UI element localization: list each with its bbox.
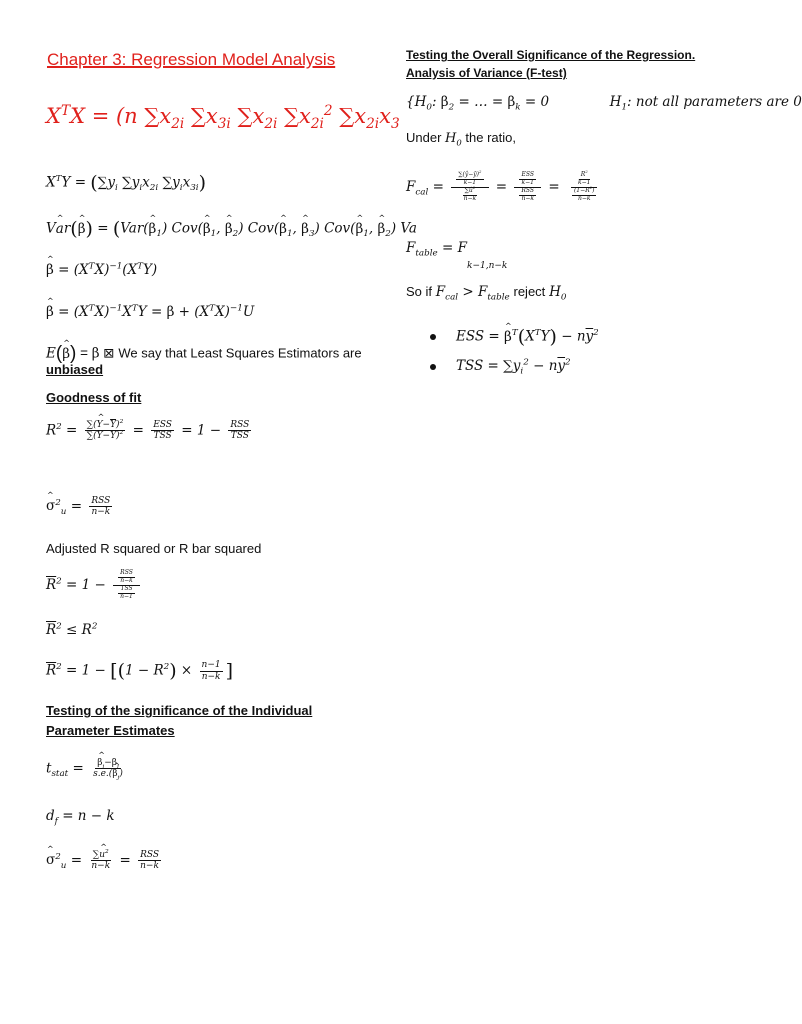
adjusted-r-equation: $\overline{R}^2 = 1$ − $\frac{\frac{\text{RSS}}{n-k}}{\frac{\text{TSS}}{n-1}}$ [46,570,143,601]
testing-heading-line2: Parameter Estimates [46,723,175,738]
f-table-equation: $F_{table} = F_{k-1,n-k}$ [406,240,508,271]
r-squared-equation: $R^2$ = $\frac{\sum(\^{} Y-\overline{Y})^2}{\sum(Y-\overline{Y})^2}$ = $\frac{\text{ESS}}{\text{TSS}}$ = 1 − $\frac{\text{RSS}}{\text{TSS}}$ [46,420,254,442]
df-equation: $d_f = n - k$ [46,808,115,827]
xty-equation: $X^TY = (\sum y_i$ $\sum y_ix_{2i}$ $\sum y_ix_{3i}$) [46,172,206,194]
adjusted-r-formula: $\overline{R}^2 = 1 - [(1 - R^2)$ × $\frac{n-1}{n-k}$ ] [46,660,234,682]
under-h0-text: Under $H_0$ the ratio, [406,130,516,148]
beta-hat-equation: ^ $\beta = (X^TX)^{-1}(X^TY)$ [46,262,157,278]
f-test-heading-line1: Testing the Overall Significance of the Regression. [406,48,696,62]
unbiased-statement: E(^ β) = β ⊠ We say that Least Squares Estimators are [46,343,362,365]
f-test-heading-line2: Analysis of Variance (F-test) [406,66,567,80]
variance-equation: V^ ar(^ β) = (Var(^ $\beta_1$) Cov(^ $\beta_1$, ^ $\beta_2$) Cov(^ $\beta_1$, ^ $\beta_3$) Cov(^ $\beta_1$, ^ $\beta_2$) Va [46,218,417,240]
unbiased-word: unbiased [46,362,104,377]
xtx-equation: $X^TX = (n$ $\sum x_{2i}$ $\sum x_{3i}$ $\sum x_{2i}$ $\sum x_{2i}^2$ $\sum x_{2i}x_3$ [46,103,400,133]
adjusted-r-text: Adjusted R squared or R bar squared [46,541,262,556]
reject-rule: So if $F_{cal} > F_{table}$ reject $H_0$ [406,284,567,303]
bullet-icon [430,334,436,340]
testing-heading-line1: Testing of the significance of the Individual [46,703,313,718]
beta-hat-expansion: ^ $\beta = (X^TX)^{-1}X^TY = \beta + (X^TX)^{-1}U$ [46,304,254,320]
sigma-u-residual-equation: ^ $\sigma^2_u$ = $\frac{\sum\^{} u^2}{n-k}$ = $\frac{\text{RSS}}{n-k}$ [46,850,164,872]
ess-bullet: ESS = ^ $\beta^T(X^TY) - n\overline{y}^2$ [430,326,599,348]
goodness-heading: Goodness of fit [46,390,142,405]
tss-bullet: TSS = $\sum y_i^2 - n\overline{y}^2$ [430,358,571,374]
bullet-icon [430,364,436,370]
r-bar-inequality: $\overline{R}^2 \le R^2$ [46,621,98,638]
hypothesis-statement: {$H_0$: $\beta_2$ = … = $\beta_k = 0$ $H_1$: not all parameters are 0 [406,94,802,113]
sigma-u-equation: ^ $\sigma^2_u$ = $\frac{\text{RSS}}{n-k}$ [46,496,115,518]
page-title: Chapter 3: Regression Model Analysis [47,50,336,69]
f-cal-equation: $F_{cal}$ = $\frac{\frac{\sum(ŷ-ȳ)^2}{k-1}}{\frac{\sum û^2}{n-k}}$ = $\frac{\frac{\text{ESS}}{k-1}}{\frac{\text{RSS}}{n-k}}$ = $\frac{\frac{R^2}{k-1}}{\frac{(1-R^2)}{n-k}}$ [406,172,604,203]
t-stat-equation: $t_{stat}$ = ^ $\frac{\beta_j-\beta_j}{s.e.(\^{} \beta_j)}$ [46,758,128,780]
